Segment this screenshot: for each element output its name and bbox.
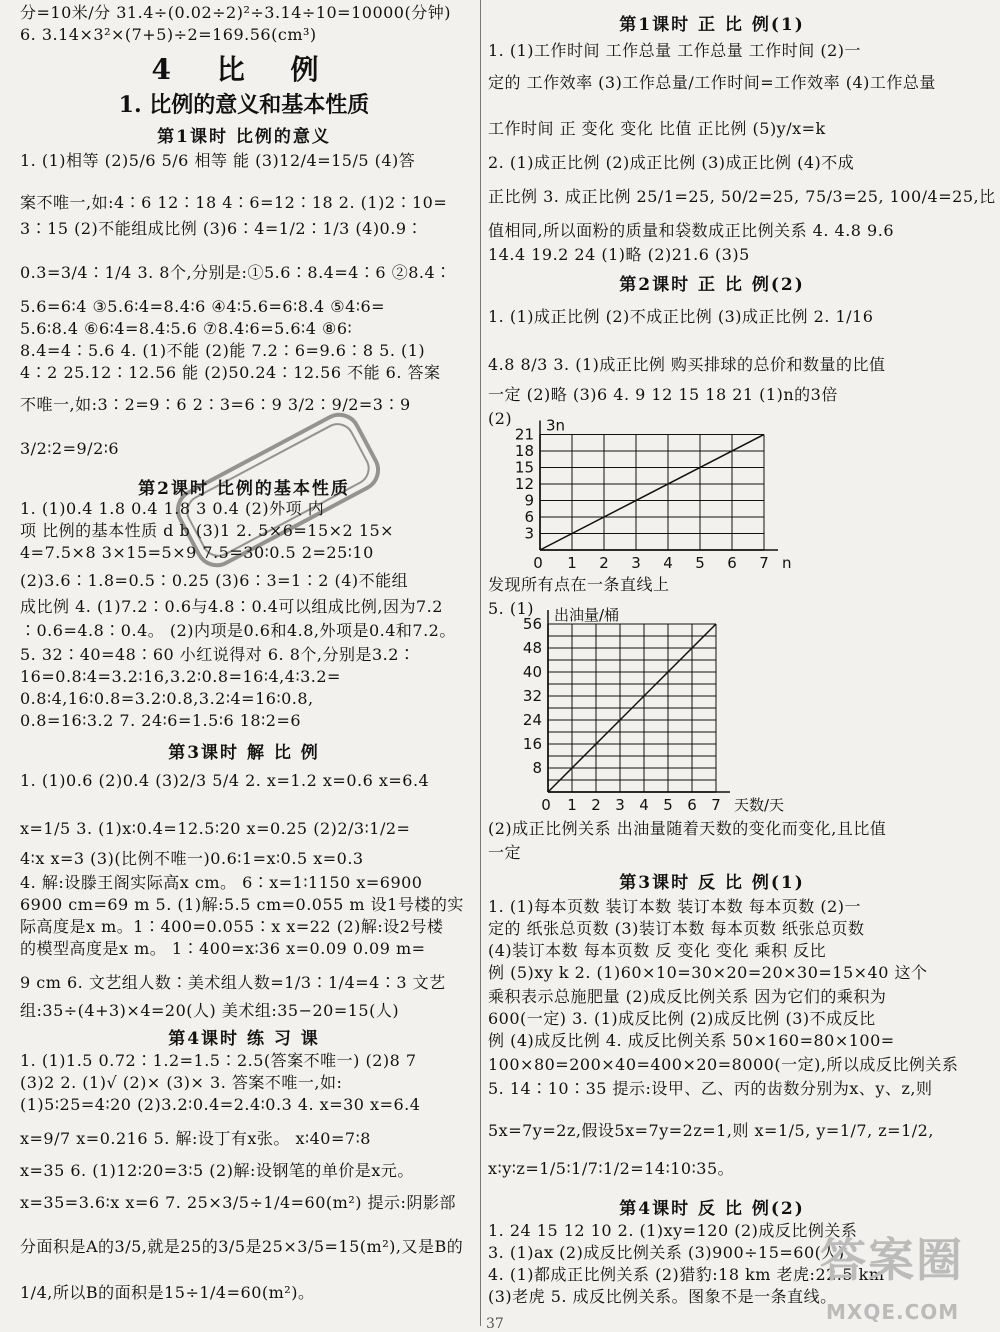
text-line: 乘积表示总施肥量 (2)成反比例关系 因为它们的乘积为: [488, 987, 887, 1006]
lesson-title: 第3课时 反 比 例(1): [619, 873, 805, 893]
text-line: 1. (1)0.4 1.8 0.4 1.8 3 0.4 (2)外项 内: [20, 499, 325, 518]
text-line: 项 比例的基本性质 d b (3)1 2. 5×6=15×2 15×: [20, 521, 395, 540]
text-line: 1/4,所以B的面积是15÷1/4=60(m²)。: [20, 1283, 315, 1302]
x-tick-label: 0: [533, 554, 543, 572]
text-line: ∶0.6=4.8∶0.4。 (2)内项是0.6和4.8,外项是0.4和7.2。: [20, 621, 456, 640]
text-line: (1)5∶25=4∶20 (2)3.2∶0.4=2.4∶0.3 4. x=30 x=6.4: [20, 1095, 421, 1114]
text-line: 9 cm 6. 文艺组人数∶美术组人数=1/3∶1/4=4∶3 文艺: [20, 973, 446, 992]
text-line: 600(一定) 3. (1)成反比例 (2)成反比例 (3)不成反比: [488, 1009, 876, 1028]
text-line: 2. (1)成正比例 (2)成正比例 (3)成正比例 (4)不成: [488, 153, 855, 172]
pre-line: 6. 3.14×3²×(7+5)÷2=169.56(cm³): [20, 25, 317, 44]
x-axis-label: n: [782, 554, 792, 572]
x-tick-label: 7: [711, 796, 721, 814]
text-line: 例 (4)成反比例 4. 成反比例关系 50×160=80×100=: [488, 1031, 895, 1050]
text-line: 5. (1): [488, 599, 535, 618]
text-line: 0.8∶4,16∶0.8=3.2∶0.8,3.2∶4=16∶0.8,: [20, 689, 314, 708]
x-tick-label: 2: [599, 554, 609, 572]
x-tick-label: 1: [567, 796, 577, 814]
text-line: 0.3=3/4∶1/4 3. 8个,分别是:①5.6∶8.4=4∶6 ②8.4∶: [20, 263, 452, 282]
x-tick-label: 7: [759, 554, 769, 572]
x-tick-label: 1: [567, 554, 577, 572]
watermark-brand: 答案圈: [820, 1233, 964, 1287]
y-tick-label: 48: [522, 639, 542, 657]
text-line: 一定: [488, 843, 522, 862]
text-line: 3∶15 (2)不能组成比例 (3)6∶4=1/2∶1/3 (4)0.9∶: [20, 219, 424, 238]
text-line: 4. 解:设滕王阁实际高x cm。 6∶x=1∶1150 x=6900: [20, 873, 423, 892]
y-tick-label: 3: [524, 524, 534, 543]
text-line: 定的 工作效率 (3)工作总量/工作时间=工作效率 (4)工作总量: [488, 73, 936, 92]
text-line: 4.8 8/3 3. (1)成正比例 购买排球的总价和数量的比值: [488, 355, 886, 374]
y-tick-label: 12: [514, 475, 534, 493]
y-tick-label: 8: [532, 759, 542, 777]
text-line: 不唯一,如:3∶2=9∶6 2∶3=6∶9 3/2∶9/2=3∶9: [20, 395, 411, 414]
graph2-grid: [523, 606, 784, 814]
pre-line: 分=10米/分 31.4÷(0.02÷2)²÷3.14÷10=10000(分钟): [20, 3, 451, 22]
y-tick-label: 9: [524, 491, 534, 510]
text-line: 1. (1)每本页数 装订本数 装订本数 每本页数 (2)一: [488, 897, 862, 916]
lesson-title: 第4课时 练 习 课: [168, 1029, 320, 1049]
text-line: 定的 纸张总页数 (3)装订本数 每本页数 纸张总页数: [488, 919, 865, 938]
lesson-title: 第2课时 正 比 例(2): [619, 275, 805, 295]
lesson-title: 第2课时 比例的基本性质: [138, 479, 350, 499]
text-line: 值相同,所以面粉的质量和袋数成正比例关系 4. 4.8 9.6: [488, 221, 895, 240]
text-line: 1. (1)工作时间 工作总量 工作总量 工作时间 (2)一: [488, 41, 862, 60]
graph-3n-vs-n: [488, 408, 818, 578]
y-axis-label: 3n: [546, 416, 566, 435]
stamp-seal: [168, 390, 388, 590]
text-line: 0.8=16∶3.2 7. 24∶6=1.5∶6 18∶2=6: [20, 711, 302, 730]
x-tick-label: 6: [687, 796, 697, 814]
x-axis-label: 天数/天: [734, 796, 785, 814]
y-tick-label: 56: [522, 615, 542, 633]
text-line: 的模型高度是x m。 1∶400=x∶36 x=0.09 0.09 m=: [20, 939, 426, 958]
text-line: 8.4=4∶5.6 4. (1)不能 (2)能 7.2∶6=9.6∶8 5. (1): [20, 341, 426, 360]
text-line: 案不唯一,如:4∶6 12∶18 4∶6=12∶18 2. (1)2∶10=: [20, 193, 448, 212]
y-tick-label: 21: [514, 425, 534, 444]
section-title: 1. 比例的意义和基本性质: [118, 92, 370, 118]
text-line: 1. (1)1.5 0.72∶1.2=1.5∶2.5(答案不唯一) (2)8 7: [20, 1051, 417, 1070]
watermark: [820, 1224, 964, 1324]
text-line: 5. 14∶10∶35 提示:设甲、乙、丙的齿数分别为x、y、z,则: [488, 1079, 933, 1098]
text-line: 3/2∶2=9/2∶6: [20, 439, 120, 458]
text-line: (2): [488, 409, 513, 428]
proportional-line: [540, 435, 764, 551]
text-line: 4∶2 25.12∶12.56 能 (2)50.24∶12.56 不能 6. 答案: [20, 363, 441, 382]
x-tick-label: 5: [663, 796, 673, 814]
text-line: 组:35÷(4+3)×4=20(人) 美术组:35−20=15(人): [20, 1001, 400, 1020]
text-line: 1. 24 15 12 10 2. (1)xy=120 (2)成反比例关系: [488, 1221, 858, 1240]
text-line: 一定 (2)略 (3)6 4. 9 12 15 18 21 (1)n的3倍: [488, 385, 838, 404]
graph-oil-vs-days: [518, 596, 818, 820]
column-divider: [480, 0, 481, 1326]
text-line: 3. (1)ax (2)成反比例关系 (3)900÷15=60(人): [488, 1243, 845, 1262]
watermark-url: MXQE.COM: [826, 1300, 960, 1324]
lesson-title: 第4课时 反 比 例(2): [619, 1199, 805, 1219]
text-line: x=1/5 3. (1)x∶0.4=12.5∶20 x=0.25 (2)2/3∶1/2=: [20, 819, 411, 838]
lesson-title: 第1课时 比例的意义: [157, 127, 331, 147]
text-line: 6900 cm=69 m 5. (1)解:5.5 cm=0.055 m 设1号楼的实: [20, 895, 464, 914]
text-line: (4)装订本数 每本页数 反 变化 变化 乘积 反比: [488, 941, 827, 960]
y-tick-label: 24: [522, 711, 542, 729]
x-tick-label: 3: [631, 554, 641, 572]
text-line: 正比例 3. 成正比例 25/1=25, 50/2=25, 75/3=25, 100/4=25,比: [488, 187, 996, 206]
unit-title: 4 比 例: [151, 53, 337, 86]
text-line: 5. 32∶40=48∶60 小红说得对 6. 8个,分别是3.2∶: [20, 645, 416, 664]
text-line: 分面积是A的3/5,就是25的3/5是25×3/5=15(m²),又是B的: [20, 1237, 464, 1256]
text-line: (3)2 2. (1)√ (2)× (3)× 3. 答案不唯一,如:: [20, 1073, 343, 1092]
text-line: 际高度是x m。1∶400=0.055∶x x=22 (2)解:设2号楼: [20, 917, 444, 936]
text-line: 4∶x x=3 (3)(比例不唯一)0.6∶1=x∶0.5 x=0.3: [20, 849, 364, 868]
x-tick-label: 6: [727, 554, 737, 572]
text-line: 5.6∶8.4 ⑥6∶4=8.4∶5.6 ⑦8.4∶6=5.6∶4 ⑧6∶: [20, 319, 353, 338]
text-line: 成比例 4. (1)7.2∶0.6与4.8∶0.4可以组成比例,因为7.2: [20, 597, 443, 616]
text-line: 工作时间 正 变化 变化 比值 正比例 (5)y/x=k: [488, 119, 826, 138]
x-tick-label: 0: [541, 796, 551, 814]
text-line: x=35 6. (1)12∶20=3∶5 (2)解:设钢笔的单价是x元。: [20, 1161, 414, 1180]
text-line: 16=0.8∶4=3.2∶16,3.2∶0.8=16∶4,4∶3.2=: [20, 667, 341, 686]
lesson-title: 第1课时 正 比 例(1): [619, 15, 805, 35]
y-tick-label: 6: [524, 508, 534, 526]
text-line: 100×80=200×40=400×20=8000(一定),所以成反比例关系: [488, 1055, 959, 1074]
y-tick-label: 15: [514, 458, 534, 477]
x-tick-label: 3: [615, 796, 625, 814]
y-axis-label: 出油量/桶: [554, 606, 620, 624]
y-tick-label: 32: [522, 687, 542, 705]
text-line: 4=7.5×8 3×15=5×9 7.5=30∶0.5 2=25∶10: [20, 543, 374, 562]
text-line: x=35=3.6∶x x=6 7. 25×3/5÷1/4=60(m²) 提示:阴影部: [20, 1193, 456, 1212]
text-line: 14.4 19.2 24 (1)略 (2)21.6 (3)5: [488, 245, 750, 264]
text-line: 1. (1)相等 (2)5/6 5/6 相等 能 (3)12/4=15/5 (4)答: [20, 151, 416, 170]
text-line: 1. (1)成正比例 (2)不成正比例 (3)成正比例 2. 1/16: [488, 307, 874, 326]
y-tick-label: 18: [514, 442, 534, 460]
text-line: x=9/7 x=0.216 5. 解:设丁有x张。 x∶40=7∶8: [20, 1129, 371, 1148]
text-line: (2)3.6∶1.8=0.5∶0.25 (3)6∶3=1∶2 (4)不能组: [20, 571, 409, 590]
text-line: 5.6=6∶4 ③5.6∶4=8.4∶6 ④4∶5.6=6∶8.4 ⑤4∶6=: [20, 297, 386, 316]
x-tick-label: 4: [639, 796, 649, 814]
text-line: 1. (1)0.6 (2)0.4 (3)2/3 5/4 2. x=1.2 x=0.6 x=6.4: [20, 771, 430, 790]
text-line: (3)老虎 5. 成反比例关系。图象不是一条直线。: [488, 1287, 837, 1306]
x-tick-label: 5: [695, 554, 705, 572]
page-number: 37: [486, 1316, 504, 1332]
graph1-grid: [515, 417, 792, 573]
y-tick-label: 40: [522, 663, 542, 681]
text-line: 例 (5)xy k 2. (1)60×10=30×20=20×30=15×40 这个: [488, 963, 928, 982]
x-tick-label: 4: [663, 554, 673, 572]
text-line: 5x=7y=2z,假设5x=7y=2z=1,则 x=1/5, y=1/7, z=1/2,: [488, 1121, 934, 1140]
y-tick-label: 16: [522, 735, 542, 753]
text-line: 发现所有点在一条直线上: [488, 575, 670, 594]
text-line: 4. (1)都成正比例关系 (2)猎豹:18 km 老虎:22.5 km: [488, 1265, 885, 1284]
lesson-title: 第3课时 解 比 例: [168, 743, 320, 763]
text-line: x∶y∶z=1/5∶1/7∶1/2=14∶10∶35。: [488, 1159, 735, 1178]
x-tick-label: 2: [591, 796, 601, 814]
text-line: (2)成正比例关系 出油量随着天数的变化而变化,且比值: [488, 819, 887, 838]
